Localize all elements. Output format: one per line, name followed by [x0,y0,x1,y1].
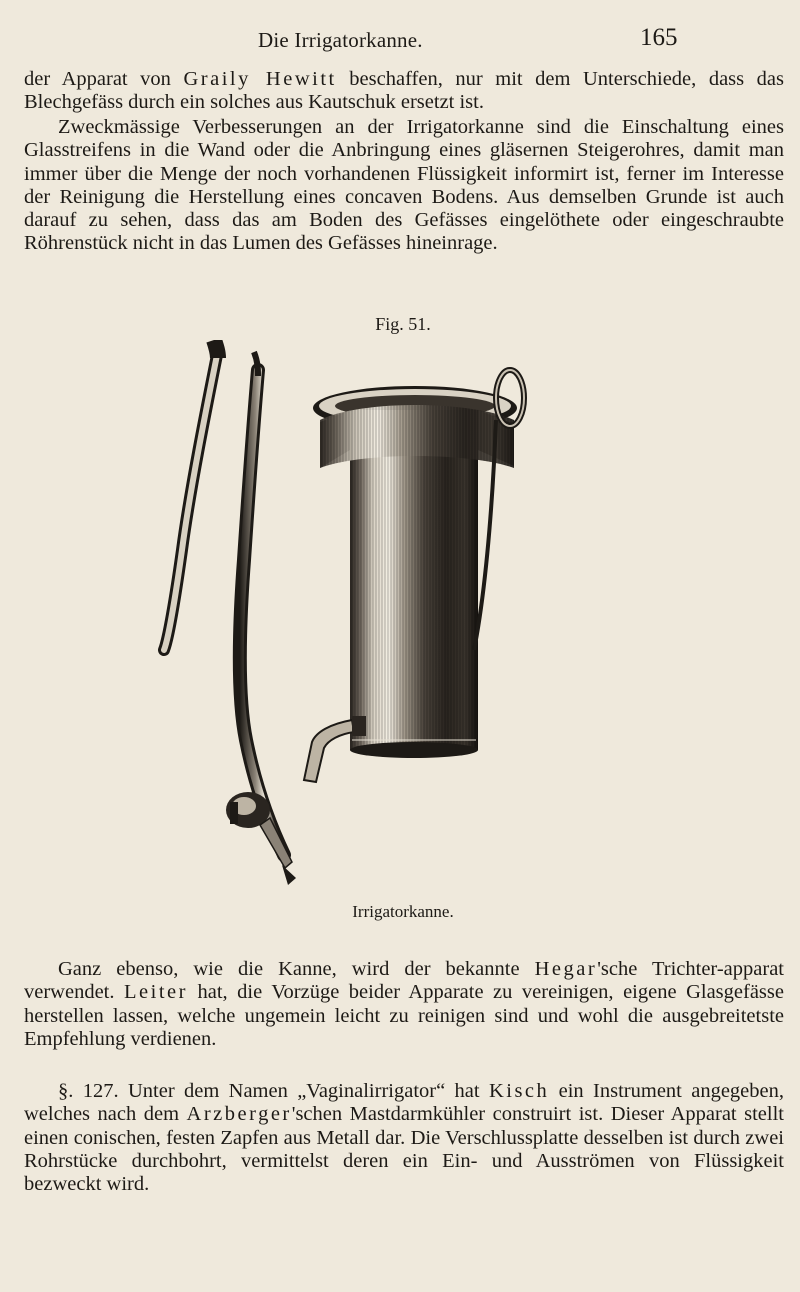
author-name: Leiter [124,981,188,1004]
figure-irrigator-illustration [120,340,600,900]
text-run: beschaffen, nur mit dem Unterschiede, dass das Blechgefäss durch ein solches aus Kautschuk ersetzt ist. [24,68,785,114]
text-run: Ganz ebenso, wie die Kanne, wird der bekannte [58,958,535,980]
stopcock-icon [226,792,296,885]
paragraph-1 [24,68,784,115]
running-title: Die Irrigatorkanne. [258,28,423,52]
page-number: 165 [640,24,678,51]
paragraph-4 [24,1080,784,1196]
running-head [0,22,800,52]
author-name: Graily Hewitt [183,68,337,90]
paragraph-3 [24,958,784,1051]
paragraph-2: Zweckmässige Verbesserungen an der Irrigatorkanne sind die Einschaltung eines Glasstreifens in die Wand oder die Anbringung eines gläsernen Steigerohres, damit man immer über die Menge der noch vorhandenen Flüssigkeit informirt ist, ferner im Interesse der Reinigung die Herstellung eines concaven Bodens. Aus demselben Grunde ist auch darauf zu sehen, dass das am Boden des Gefässes eingelöthete oder eingeschraubte Röhrenstück nicht in das Lumen des Gefässes hineinrage. [24,116,784,255]
author-name: Kisch [488,1080,550,1102]
text-run: §. 127. Unter dem Namen „Vaginalirrigator“ hat [58,1080,489,1102]
text-run: 'schen Mastdarmkühler construirt ist. Dieser Apparat stellt einen conischen, festen Zapfen aus Metall dar. Die Verschlussplatte desselben ist durch zwei Rohrstücke durchbohrt, vermittelst deren ein Ein- und Ausströmen von Flüssigkeit bezweckt wird. [24,1103,784,1196]
figure-number: Fig. 51. [375,314,431,334]
text-run: ein Instrument angegeben, welches nach dem [24,1080,784,1126]
text-run: der Apparat von [24,68,184,90]
text-run: 'sche Trichter-apparat verwendet. [24,958,784,1004]
figure-caption: Irrigatorkanne. [352,902,454,921]
hose-tube [164,340,284,855]
text-run: hat, die Vorzüge beider Apparate zu vereinigen, eigene Glasgefässe herstellen lassen, welche ungemein leicht zu reinigen sind und wohl die ausgebreitetste Empfehlung verdienen. [24,981,784,1050]
author-name: Arzberger [186,1103,292,1126]
author-name: Hegar [534,958,598,980]
